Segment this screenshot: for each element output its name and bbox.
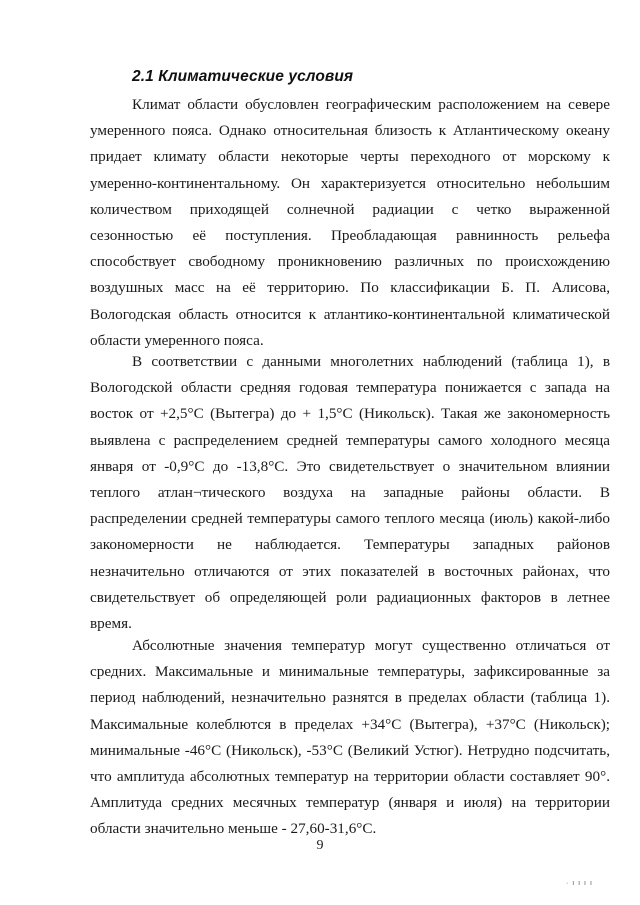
section-heading: 2.1 Климатические условия bbox=[132, 68, 354, 85]
page-number: 9 bbox=[316, 838, 324, 853]
scan-mark: · ı ı ı ı bbox=[566, 880, 593, 887]
paragraph-average-temperatures: В соответствии с данными многолетних наблюдений (таблица 1), в Вологодской области средняя годовая температура понижается с запада на восток от +2,5°С (Вытегра) до + 1,5°С (Никольск). Такая же закономерность выявлена с распределением средней температуры самого холодного месяца января от -0,9°С до -13,8°С. Это свидетельствует о значительном влиянии теплого атлан¬тического воздуха на западные районы области. В распределении средней температуры самого теплого месяца (июль) какой-либо закономерности не наблюдается. Температуры западных районов незначительно отличаются от этих показателей в восточных районах, что свидетельствует об определяющей роли радиационных факторов в летнее время. bbox=[90, 353, 610, 633]
paragraph-absolute-temperatures: Абсолютные значения температур могут существенно отличаться от средних. Максимальные и минимальные температуры, зафиксированные за период наблюдений, незначительно разнятся в пределах области (таблица 1). Максимальные колеблются в пределах +34°С (Вытегра), +37°С (Никольск); минимальные -46°С (Никольск), -53°С (Великий Устюг). Нетрудно подсчитать, что амплитуда абсолютных температур на территории области составляет 90°. Амплитуда средних месячных температур (января и июля) на территории области значительно меньше - 27,60-31,6°С. bbox=[90, 637, 610, 838]
paragraph-climate-overview: Климат области обусловлен географическим расположением на севере умеренного пояса. Однако относительная близость к Атлантическому океану придает климату области некоторые черты переходного от морскому к умеренно-континентальному. Он характеризуется относительно небольшим количеством приходящей солнечной радиации с четко выраженной сезонностью её поступления. Преобладающая равнинность рельефа способствует свободному проникновению различных по происхождению воздушных масс на её территорию. По классификации Б. П. Алисова, Вологодская область относится к атлантико-континентальной климатической области умеренного пояса. bbox=[90, 96, 610, 349]
